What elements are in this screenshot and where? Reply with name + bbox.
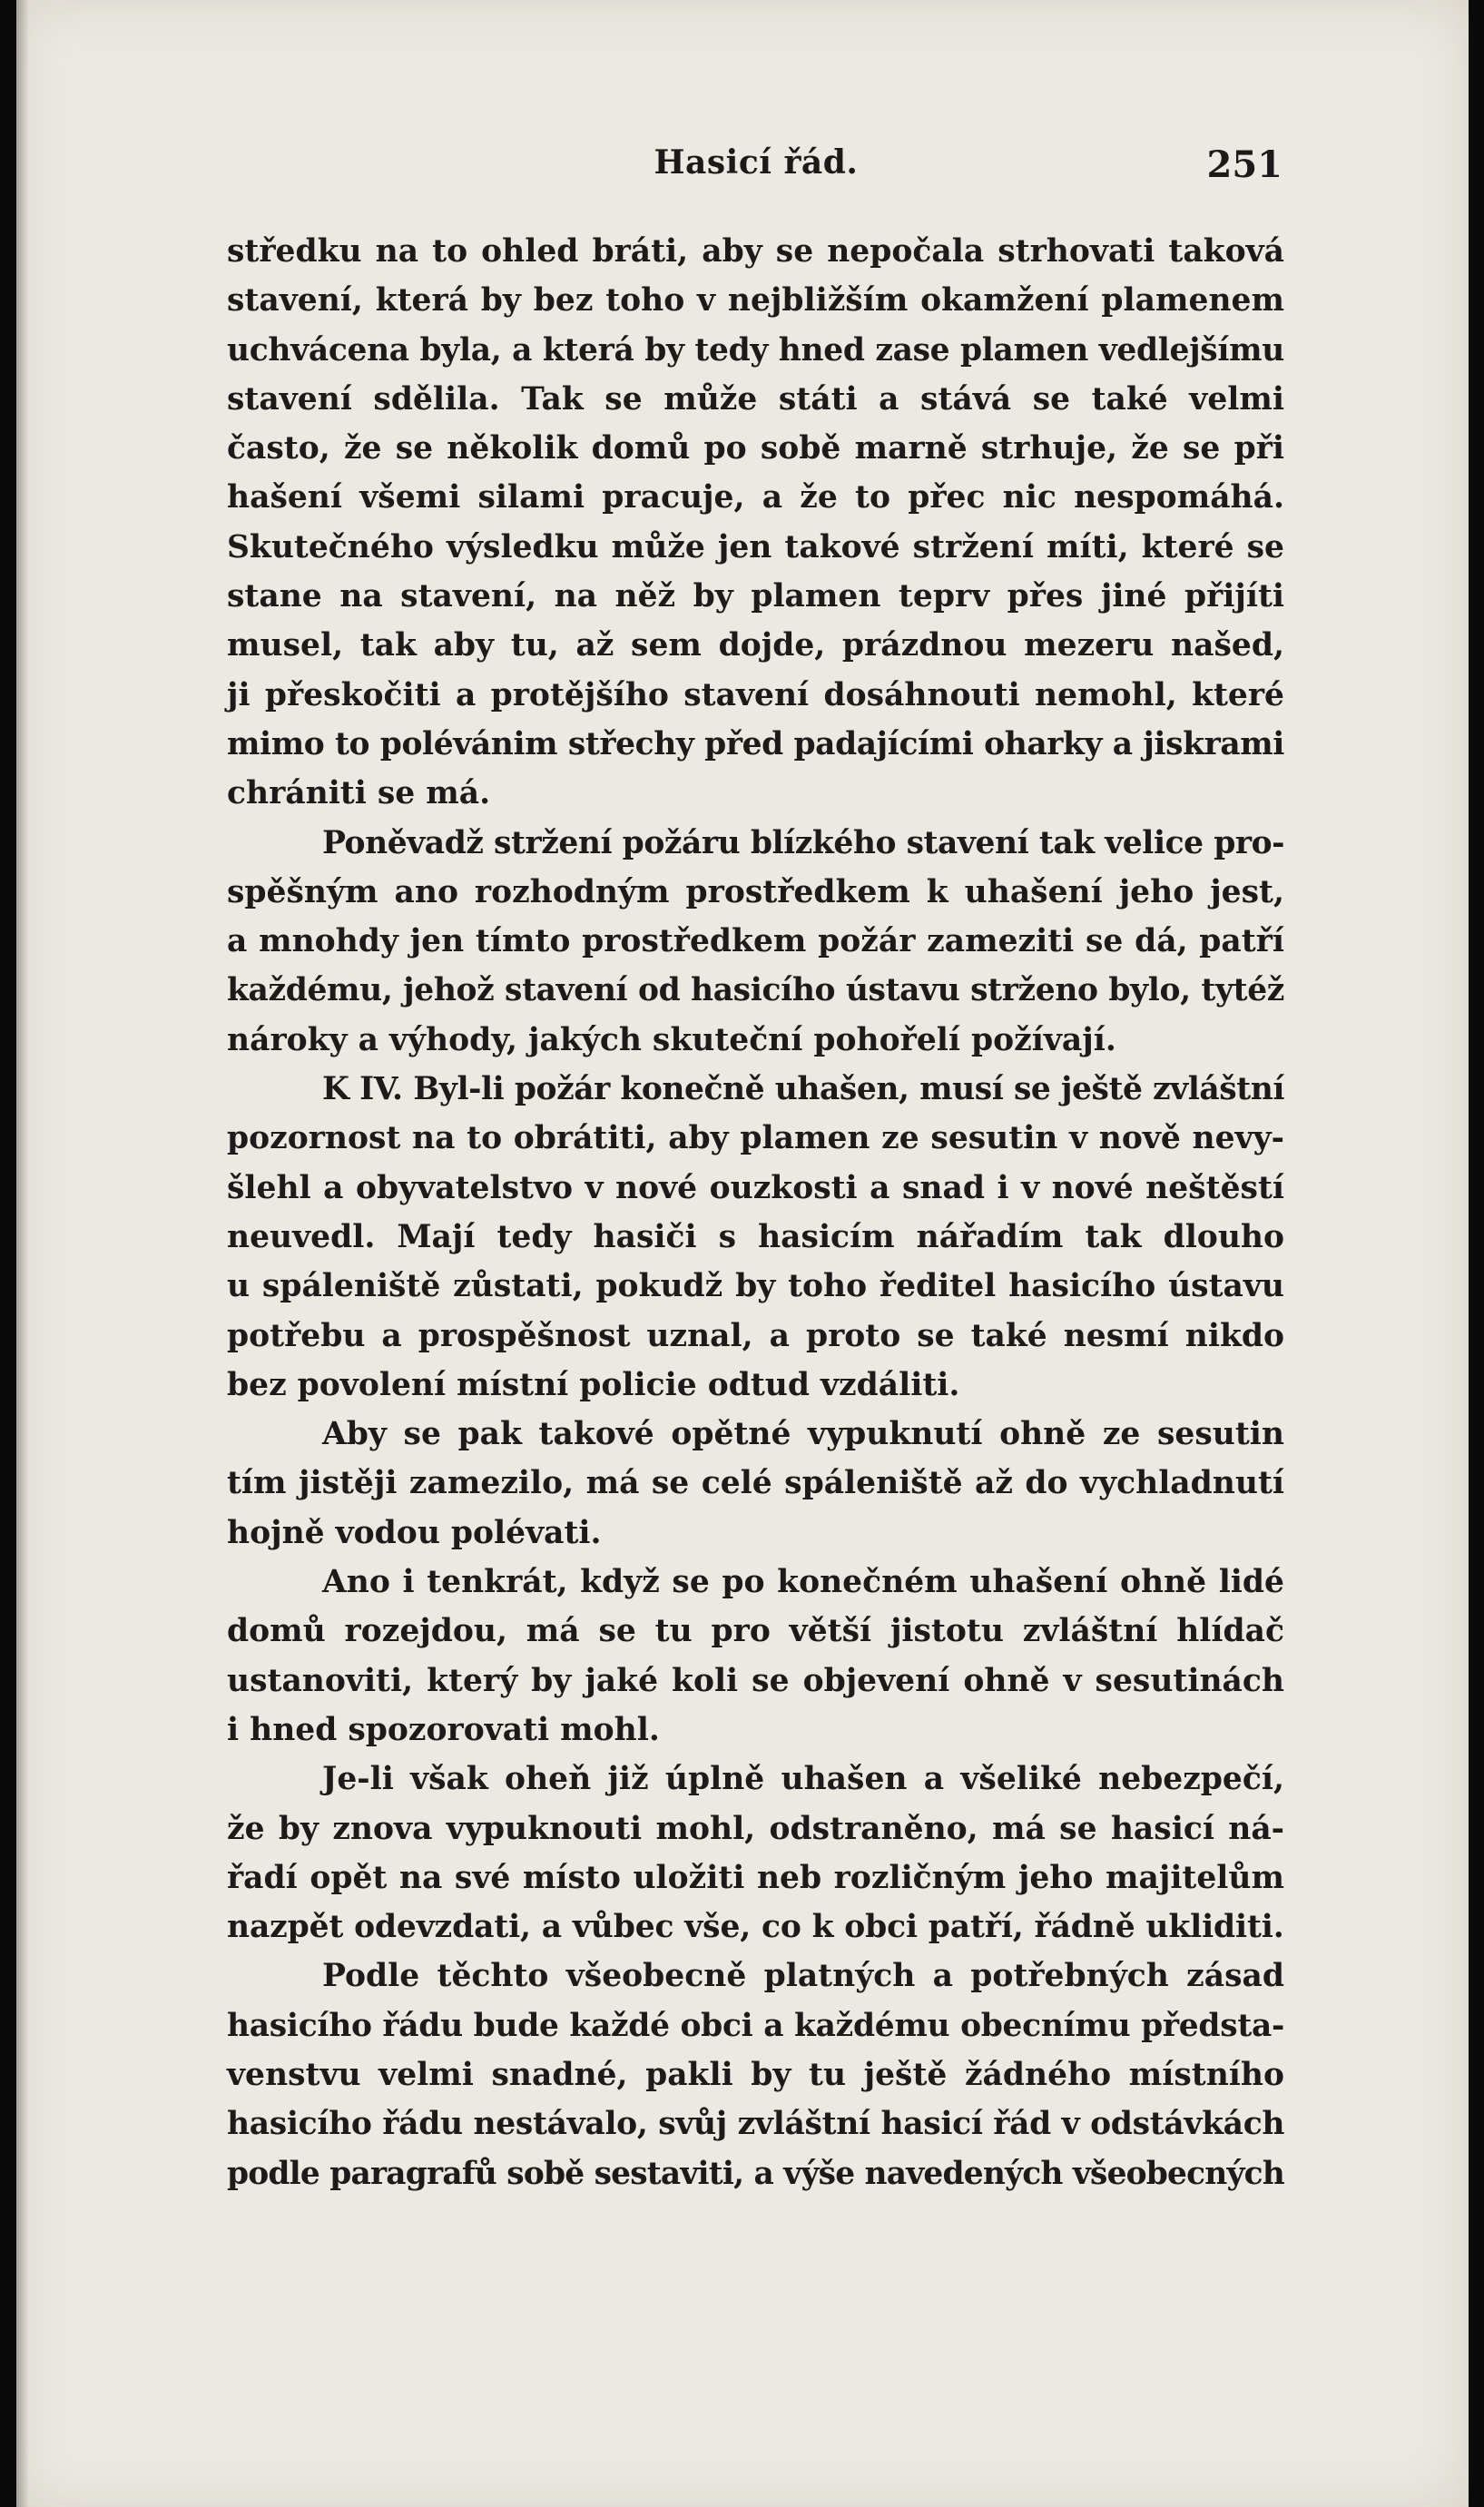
text-line: mimo to polévánim střechy před padajícími oharky a jiskrami	[227, 725, 1284, 762]
text-line: uchvácena byla, a která by tedy hned zase plamen vedlejšímu	[227, 331, 1284, 369]
text-line: často, že se několik domů po sobě marně strhuje, že se při	[227, 430, 1284, 467]
text-line: stavení, která by bez toho v nejbližším okamžení plamenem	[227, 282, 1284, 320]
text-line: Aby se pak takové opětné vypuknutí ohně ze sesutin	[322, 1416, 1284, 1453]
text-line: stane na stavení, na něž by plamen teprv přes jiné přijíti	[227, 578, 1284, 615]
running-head-title: Hasicí řád.	[654, 143, 859, 182]
text-line: spěšným ano rozhodným prostředkem k uhašení jeho jest,	[227, 873, 1284, 910]
text-line: stavení sdělila. Tak se může státi a stává se také velmi	[227, 380, 1284, 418]
text-line: řadí opět na své místo uložiti neb rozličným jeho majitelům	[227, 1859, 1284, 1896]
text-line: i hned spozorovati mohl.	[227, 1711, 660, 1748]
text-line: hasicího řádu bude každé obci a každému obecnímu předsta-	[227, 2007, 1284, 2044]
text-line: Podle těchto všeobecně platných a potřebných zásad	[322, 1958, 1284, 1995]
text-line: venstvu velmi snadné, pakli by tu ještě žádného místního	[227, 2056, 1284, 2093]
book-page	[16, 0, 1469, 2507]
text-line: nazpět odevzdati, a vůbec vše, co k obci patří, řádně ukliditi.	[227, 1909, 1284, 1946]
text-line: Ano i tenkrát, když se po konečném uhašení ohně lidé	[322, 1564, 1284, 1601]
text-line: hojně vodou polévati.	[227, 1514, 602, 1551]
text-line: středku na to ohled bráti, aby se nepočala strhovati taková	[227, 233, 1284, 270]
text-line: podle paragrafů sobě sestaviti, a výše navedených všeobecných	[227, 2155, 1284, 2192]
text-line: chrániti se má.	[227, 775, 491, 812]
text-line: Skutečného výsledku může jen takové stržení míti, které se	[227, 528, 1284, 565]
text-line: musel, tak aby tu, až sem dojde, prázdnou mezeru našed,	[227, 627, 1284, 664]
text-line: domů rozejdou, má se tu pro větší jistotu zvláštní hlídač	[227, 1613, 1284, 1650]
body-text	[227, 227, 1284, 2198]
text-line: K IV. Byl-li požár konečně uhašen, musí se ještě zvláštní	[322, 1071, 1284, 1108]
text-line: nároky a výhody, jakých skuteční pohořelí požívají.	[227, 1021, 1116, 1058]
text-line: tím jistěji zamezilo, má se celé spáleniště až do vychladnutí	[227, 1465, 1284, 1502]
text-line: ustanoviti, který by jaké koli se objevení ohně v sesutinách	[227, 1662, 1284, 1699]
text-line: potřebu a prospěšnost uznal, a proto se také nesmí nikdo	[227, 1317, 1284, 1354]
text-line: pozornost na to obrátiti, aby plamen ze sesutin v nově nevy-	[227, 1120, 1284, 1157]
text-line: hašení všemi silami pracuje, a že to přec nic nespomáhá.	[227, 479, 1284, 516]
page-edge-shadow	[16, 0, 29, 2507]
text-line: ji přeskočiti a protějšího stavení dosáhnouti nemohl, které	[227, 676, 1284, 713]
text-line: Poněvadž stržení požáru blízkého stavení tak velice pro-	[322, 824, 1284, 861]
text-line: Je-li však oheň již úplně uhašen a všeliké nebezpečí,	[322, 1761, 1284, 1798]
text-line: u spáleniště zůstati, pokudž by toho ředitel hasicího ústavu	[227, 1268, 1284, 1305]
running-head	[230, 143, 1283, 198]
text-line: hasicího řádu nestávalo, svůj zvláštní hasicí řád v odstávkách	[227, 2106, 1285, 2143]
page-number: 251	[1206, 143, 1283, 186]
text-line: a mnohdy jen tímto prostředkem požár zameziti se dá, patří	[227, 923, 1284, 960]
text-line: bez povolení místní policie odtud vzdáliti.	[227, 1366, 960, 1403]
text-line: neuvedl. Mají tedy hasiči s hasicím nářadím tak dlouho	[227, 1218, 1284, 1255]
text-line: každému, jehož stavení od hasicího ústavu strženo bylo, tytéž	[227, 972, 1284, 1009]
text-line: že by znova vypuknouti mohl, odstraněno, má se hasicí ná-	[227, 1810, 1284, 1847]
text-line: šlehl a obyvatelstvo v nové ouzkosti a snad i v nové neštěstí	[227, 1169, 1284, 1206]
